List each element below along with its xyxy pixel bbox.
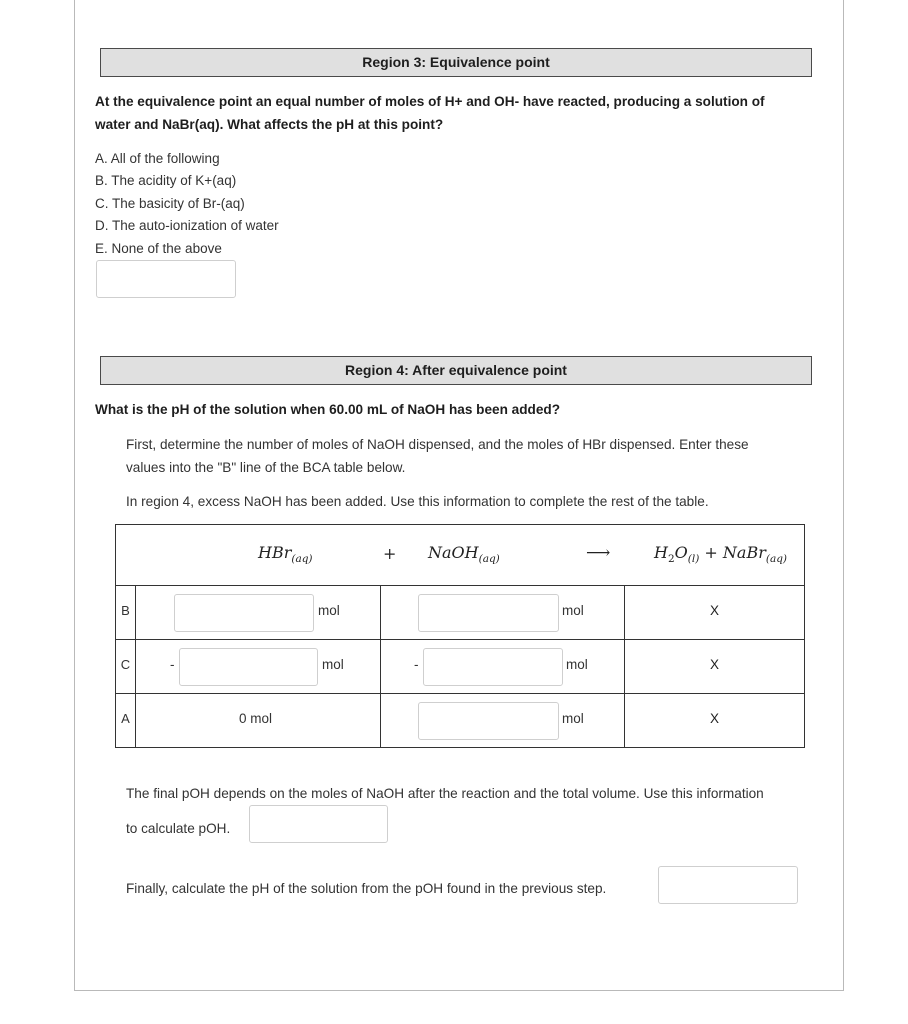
bca-table xyxy=(115,524,805,748)
hbr-cell xyxy=(136,586,381,640)
region4-header: Region 4: After equivalence point xyxy=(100,356,812,385)
product-b-x: X xyxy=(709,603,719,618)
naoh-c-minus: - xyxy=(414,657,419,672)
reactant-naoh xyxy=(428,543,500,565)
ph-text: Finally, calculate the pH of the solution from the pOH found in the previous step. xyxy=(126,881,607,896)
hbr-b-input[interactable] xyxy=(174,594,314,632)
hbr-cell xyxy=(136,640,381,694)
reactant-naoh-formula: NaOH xyxy=(428,543,479,562)
option-d: D. The auto-ionization of water xyxy=(95,218,279,234)
region3-question xyxy=(95,90,825,136)
bca-row-c xyxy=(116,640,805,694)
bca-equation-row xyxy=(116,525,805,586)
region4-instruction-line1: First, determine the number of moles of NaOH dispensed, and the moles of HBr dispensed. Enter these xyxy=(126,437,749,452)
ph-input[interactable] xyxy=(658,866,798,904)
region3-header: Region 3: Equivalence point xyxy=(100,48,812,77)
product-h-subscript: 2 xyxy=(667,553,675,566)
naoh-cell xyxy=(381,640,625,694)
naoh-c-input[interactable] xyxy=(423,648,563,686)
product-cell xyxy=(625,586,805,640)
hbr-b-unit: mol xyxy=(318,603,340,618)
option-c: C. The basicity of Br-(aq) xyxy=(95,195,245,211)
row-label-cell xyxy=(116,586,136,640)
product-h: H xyxy=(654,543,668,562)
product-plus: + xyxy=(699,543,723,562)
naoh-cell xyxy=(381,586,625,640)
naoh-a-input[interactable] xyxy=(418,702,559,740)
hbr-cell xyxy=(136,694,381,748)
product-nabr: NaBr xyxy=(722,543,766,562)
reactant-hbr-formula: HBr xyxy=(258,543,292,562)
row-label-b: B xyxy=(121,603,130,618)
option-a: A. All of the following xyxy=(95,151,220,166)
product-a-x: X xyxy=(709,711,719,726)
bca-row-b xyxy=(116,586,805,640)
region4-question: What is the pH of the solution when 60.00 mL of NaOH has been added? xyxy=(95,402,561,417)
region4-instruction2: In region 4, excess NaOH has been added. Use this information to complete the rest of the table. xyxy=(126,494,709,509)
products xyxy=(654,543,787,565)
region3-options xyxy=(95,148,279,260)
product-cell xyxy=(625,640,805,694)
plus-sign: + xyxy=(383,544,397,563)
option-e: E. None of the above xyxy=(95,240,222,256)
reactant-hbr xyxy=(258,543,313,565)
region4-instruction xyxy=(126,433,826,479)
row-label-cell xyxy=(116,694,136,748)
naoh-cell xyxy=(381,694,625,748)
product-o: O xyxy=(674,543,688,562)
row-label-c: C xyxy=(120,657,131,672)
naoh-b-input[interactable] xyxy=(418,594,559,632)
hbr-a-value: 0 mol xyxy=(239,711,273,726)
naoh-b-unit: mol xyxy=(562,603,584,618)
region4-instruction-line2: values into the "B" line of the BCA table below. xyxy=(126,460,406,475)
reactant-naoh-state: (aq) xyxy=(478,553,500,566)
bca-equation-cell xyxy=(116,525,805,586)
poh-line2: to calculate pOH. xyxy=(126,821,231,836)
option-b: B. The acidity of K+(aq) xyxy=(95,173,237,189)
bca-row-a xyxy=(116,694,805,748)
poh-line1: The final pOH depends on the moles of NaOH after the reaction and the total volume. Use this information xyxy=(126,786,764,801)
naoh-a-unit: mol xyxy=(562,711,584,726)
row-label-a: A xyxy=(121,711,130,726)
hbr-c-minus: - xyxy=(170,657,175,672)
hbr-c-input[interactable] xyxy=(179,648,318,686)
product-nabr-state: (aq) xyxy=(765,553,788,566)
product-cell xyxy=(625,694,805,748)
hbr-c-unit: mol xyxy=(322,657,344,672)
row-label-cell xyxy=(116,640,136,694)
poh-input[interactable] xyxy=(249,805,388,843)
region3-answer-input[interactable] xyxy=(96,260,236,298)
region3-question-line2: water and NaBr(aq). What affects the pH at this point? xyxy=(95,117,444,132)
naoh-c-unit: mol xyxy=(566,657,588,672)
product-c-x: X xyxy=(709,657,719,672)
reactant-hbr-state: (aq) xyxy=(291,553,313,566)
region3-question-line1: At the equivalence point an equal number of moles of H+ and OH- have reacted, producing a solution of xyxy=(95,94,765,109)
product-water-state: (l) xyxy=(687,553,700,566)
reaction-arrow-icon: ⟶ xyxy=(586,543,611,563)
